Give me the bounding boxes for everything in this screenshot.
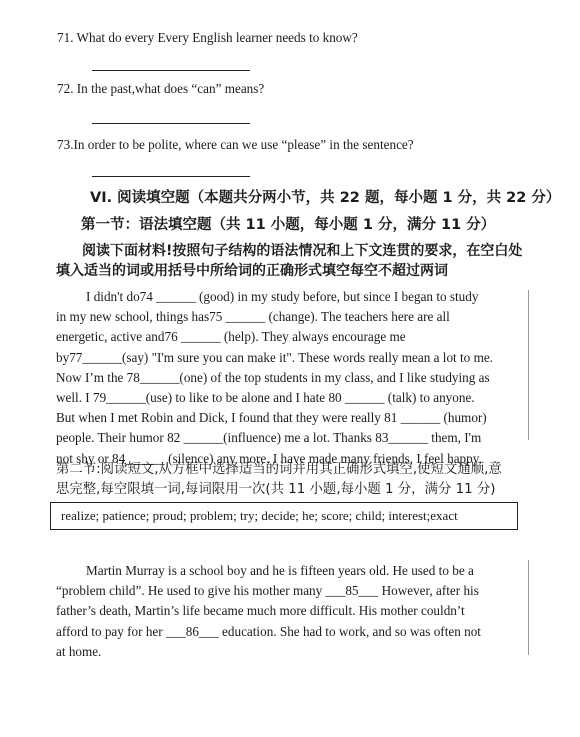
- part1-instruction-line1: 阅读下面材料!按照句子结构的语法情况和上下文连贯的要求，在空白处: [82, 243, 523, 259]
- part2-instruction-line2: 思完整,每空限填一词,每词限用一次(共 11 小题,每小题 1 分，满分 11 分): [56, 482, 496, 497]
- passage-2-line: at home.: [56, 643, 102, 659]
- part1-title: 第一节：语法填空题（共 11 小题，每小题 1 分，满分 11 分）: [81, 217, 496, 233]
- answer-line-71[interactable]: [92, 70, 250, 71]
- passage-1-line: energetic, active and76 ______ (help). They always encourage me: [56, 329, 406, 345]
- passage-1-line: in my new school, things has75 ______ (change). The teachers here are all: [56, 309, 450, 325]
- passage-2-line: Martin Murray is a school boy and he is fifteen years old. He used to be a: [86, 563, 474, 578]
- page-edge-mark: [528, 560, 529, 655]
- word-bank-box: realize; patience; proud; problem; try; decide; he; score; child; interest;exact: [50, 502, 518, 530]
- passage-1-line: Now I’m the 78______(one) of the top students in my class, and I like studying as: [56, 369, 490, 385]
- question-73: 73.In order to be polite, where can we use “please” in the sentence?: [57, 137, 414, 152]
- question-72: 72. In the past,what does “can” means?: [57, 81, 265, 96]
- passage-1-line: But when I met Robin and Dick, I found that they were really 81 ______ (humor): [56, 410, 487, 426]
- answer-line-72[interactable]: [92, 123, 250, 124]
- passage-2: [56, 561, 481, 662]
- passage-1: [56, 287, 493, 469]
- part1-instruction-line2: 填入适当的词或用括号中所给词的正确形式填空每空不超过两词: [56, 263, 448, 279]
- passage-2-line: father’s death, Martin’s life became much more difficult. His mother couldn’t: [56, 603, 465, 619]
- passage-1-line: by77______(say) "I'm sure you can make it". These words really mean a lot to me.: [56, 349, 493, 365]
- section-vi-title: VI. 阅读填空题（本题共分两小节，共 22 题，每小题 1 分，共 22 分）: [90, 190, 561, 206]
- page-edge-mark: [528, 290, 529, 440]
- passage-2-line: afford to pay for her ___86___ education. She had to work, and so was often not: [56, 623, 481, 639]
- passage-2-line: “problem child”. He used to give his mother many ___85___ However, after his: [56, 583, 479, 599]
- part2-instruction-line1: 第二节:阅读短文,从方框中选择适当的词并用其正确形式填空,使短文通顺,意: [56, 462, 502, 477]
- passage-1-line: I didn't do74 ______ (good) in my study before, but since I began to study: [86, 289, 479, 304]
- passage-1-line: people. Their humor 82 ______(influence) me a lot. Thanks 83______ them, I'm: [56, 430, 482, 446]
- question-71: 71. What do every Every English learner needs to know?: [57, 30, 358, 45]
- passage-1-line: well. I 79______(use) to like to be alone and I hate 80 ______ (talk) to anyone.: [56, 390, 475, 406]
- passage-1-line: not shy or 84______ (silence) any more. I have made many friends. I feel happy.: [56, 450, 482, 466]
- answer-line-73[interactable]: [92, 176, 250, 177]
